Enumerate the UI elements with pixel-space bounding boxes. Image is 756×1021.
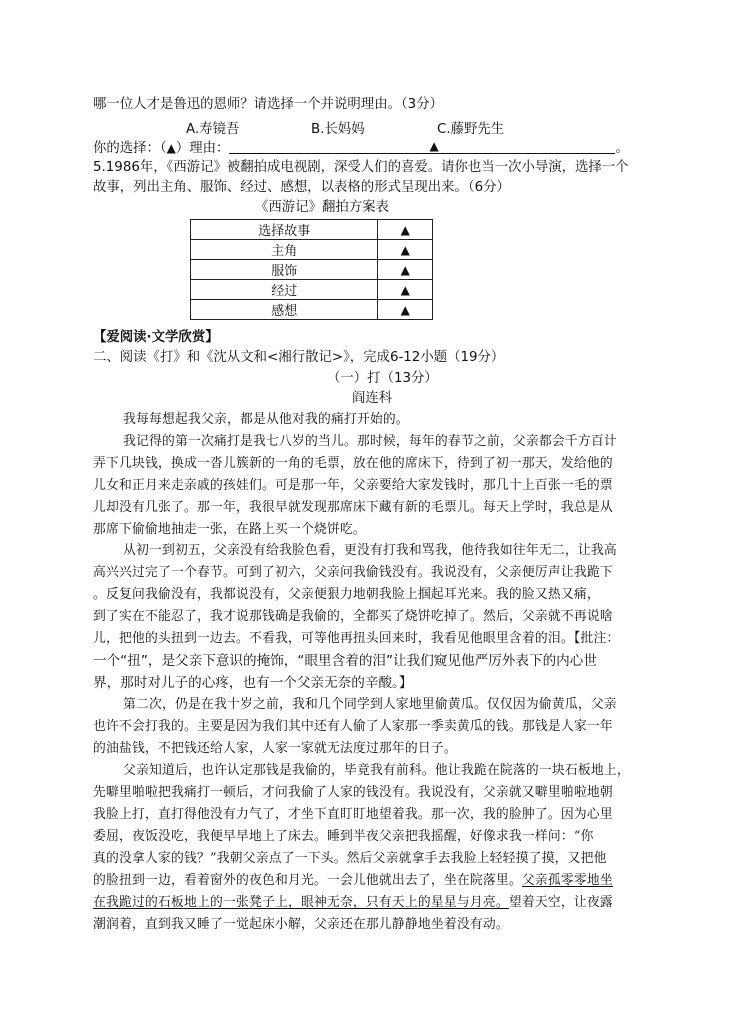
paragraph-line: 我记得的第一次痛打是我七八岁的当儿。那时候，每年的春节之前，父亲都会千方百计: [123, 434, 617, 449]
row-value: ▲: [378, 280, 433, 300]
row-value: ▲: [378, 220, 433, 240]
question-5-line2: 故事，列出主角、服饰、经过、感想，以表格的形式呈现出来。（6分）: [93, 180, 510, 195]
question-5-line1: 5.1986年，《西游记》被翻拍成电视剧，深受人们的喜爱。请你也当一次小导演，选择一个: [93, 160, 629, 175]
end-punct: 。: [615, 141, 629, 156]
paragraph-line: 儿女和正月来走亲戚的孩娃们。可是那一年，父亲要给大家发钱时，那几十上百张一毛的票: [93, 478, 613, 493]
paragraph-line: 弄下几块钱，换成一沓儿簇新的一角的毛票，放在他的席床下，待到了初一那天，发给他的: [93, 456, 613, 471]
paragraph-line: 第二次，仍是在我十岁之前，我和几个同学到人家地里偷黄瓜。仅仅因为偷黄瓜，父亲: [123, 697, 617, 712]
section-tag: 【爱阅读·文学欣赏】: [93, 330, 219, 345]
reason-blank: [229, 139, 615, 154]
row-label: 主角: [191, 240, 378, 260]
option-a: A.寿镜吾: [186, 122, 240, 137]
paragraph-line: [93, 872, 613, 890]
row-label: 服饰: [191, 260, 378, 280]
paragraph-line: 委屈，夜饭没吃，我便早早地上了床去。睡到半夜父亲把我摇醒，好像求我一样问：“你: [93, 829, 594, 844]
paragraph-line: 我脸上打，直打得他没有力气了，才坐下直盯盯地望着我。那一次，我的脸肿了。因为心里: [93, 807, 613, 822]
choice-prefix: 你的选择：（: [93, 141, 167, 156]
text-segment: 的脸扭到一边，看着窗外的夜色和月光。一会儿他就出去了，坐在院落里。: [93, 873, 522, 888]
choice-suffix: ）理由：: [175, 141, 230, 156]
paragraph-line: 我每每想起我父亲，都是从他对我的痛打开始的。: [123, 412, 409, 427]
paragraph-line: 儿却没有几张了。那一年，我很早就发现那席床下藏有新的毛票儿。每天上学时，我总是从: [93, 500, 613, 515]
row-value: ▲: [378, 260, 433, 280]
paragraph-line: 的油盐钱，不把钱还给人家，人家一家就无法度过那年的日子。: [93, 741, 457, 756]
paragraph-line: 潮润着，直到我又睡了一觉起床小解，父亲还在那儿静静地坐着没有动。: [93, 917, 509, 932]
choice-mark: ▲: [166, 141, 176, 155]
reason-mark: ▲: [429, 139, 439, 153]
choice-line: [93, 139, 629, 158]
paragraph-line: 也许不会打我的。主要是因为我们其中还有人偷了人家那一季卖黄瓜的钱。那钱是人家一年: [93, 719, 613, 734]
underlined-text: 在我跪过的石板地上的一张凳子上，眼神无奈，只有天上的星星与月亮。: [93, 895, 509, 910]
annotation-line: 界，那时对儿子的心疼，也有一个父亲无奈的辛酸。】: [93, 675, 413, 691]
passage-author: 阎连科: [352, 391, 393, 406]
paragraph-line: [93, 894, 613, 912]
row-value: ▲: [378, 300, 433, 320]
text-segment: 望着天空，让夜露: [508, 895, 613, 910]
underlined-text: 父亲孤零零地坐: [521, 873, 613, 888]
paragraph-line: 从初一到初五，父亲没有给我脸色看，更没有打我和骂我，他待我如往年无二，让我高: [123, 543, 617, 558]
table-row: [191, 240, 433, 260]
paragraph-line: 儿，把他的头扭到一边去。不看我，可等他再扭头回来时，我看见他眼里含着的泪。【批注：: [93, 631, 620, 646]
table-row: [191, 300, 433, 320]
paragraph-line: 到了实在不能忍了，我才说那钱确是我偷的，全都买了烧饼吃掉了。然后，父亲就不再说啥: [93, 609, 613, 624]
annotation-line: 一个“扭”，是父亲下意识的掩饰，“眼里含着的泪”让我们窥见他严厉外表下的内心世: [93, 653, 597, 669]
paragraph-line: 。反复问我偷没有，我都说没有，父亲便狠力地朝我脸上掴起耳光来。我的脸又热又痛，: [93, 587, 600, 602]
row-value: ▲: [378, 240, 433, 260]
table-row: [191, 260, 433, 280]
paragraph-line: 高兴兴过完了一个春节。可到了初六，父亲问我偷钱没有。我说没有，父亲便厉声让我跪下: [93, 565, 613, 580]
table-row: [191, 280, 433, 300]
paragraph-line: 真的没拿人家的钱？”我朝父亲点了一下头。然后父亲就拿手去我脸上轻轻摸了摸，又把他: [93, 851, 607, 866]
row-label: 选择故事: [191, 220, 378, 240]
row-label: 感想: [191, 300, 378, 320]
paragraph-line: 先噼里啪啦把我痛打一顿后，才问我偷了人家的钱没有。我说没有，父亲就又噼里啪啦地朝: [93, 785, 613, 800]
question-4: 哪一位人才是鲁迅的恩师？请选择一个并说明理由。（3分）: [93, 97, 443, 112]
paragraph-line: 父亲知道后，也许认定那钱是我偷的，毕竟我有前科。他让我跪在院落的一块石板地上，: [123, 763, 630, 778]
passage-subtitle: （一）打（13分）: [327, 371, 438, 386]
table-title: 《西游记》翻拍方案表: [255, 200, 389, 215]
option-b: B.长妈妈: [311, 122, 365, 137]
plan-table: [190, 219, 433, 320]
paragraph-line: 那席下偷偷地抽走一张，在路上买一个烧饼吃。: [93, 522, 366, 537]
row-label: 经过: [191, 280, 378, 300]
section-heading: 二、阅读《打》和《沈从文和<湘行散记>》，完成6-12小题（19分）: [93, 350, 505, 365]
table-row: [191, 220, 433, 240]
option-c: C.藤野先生: [437, 122, 505, 137]
